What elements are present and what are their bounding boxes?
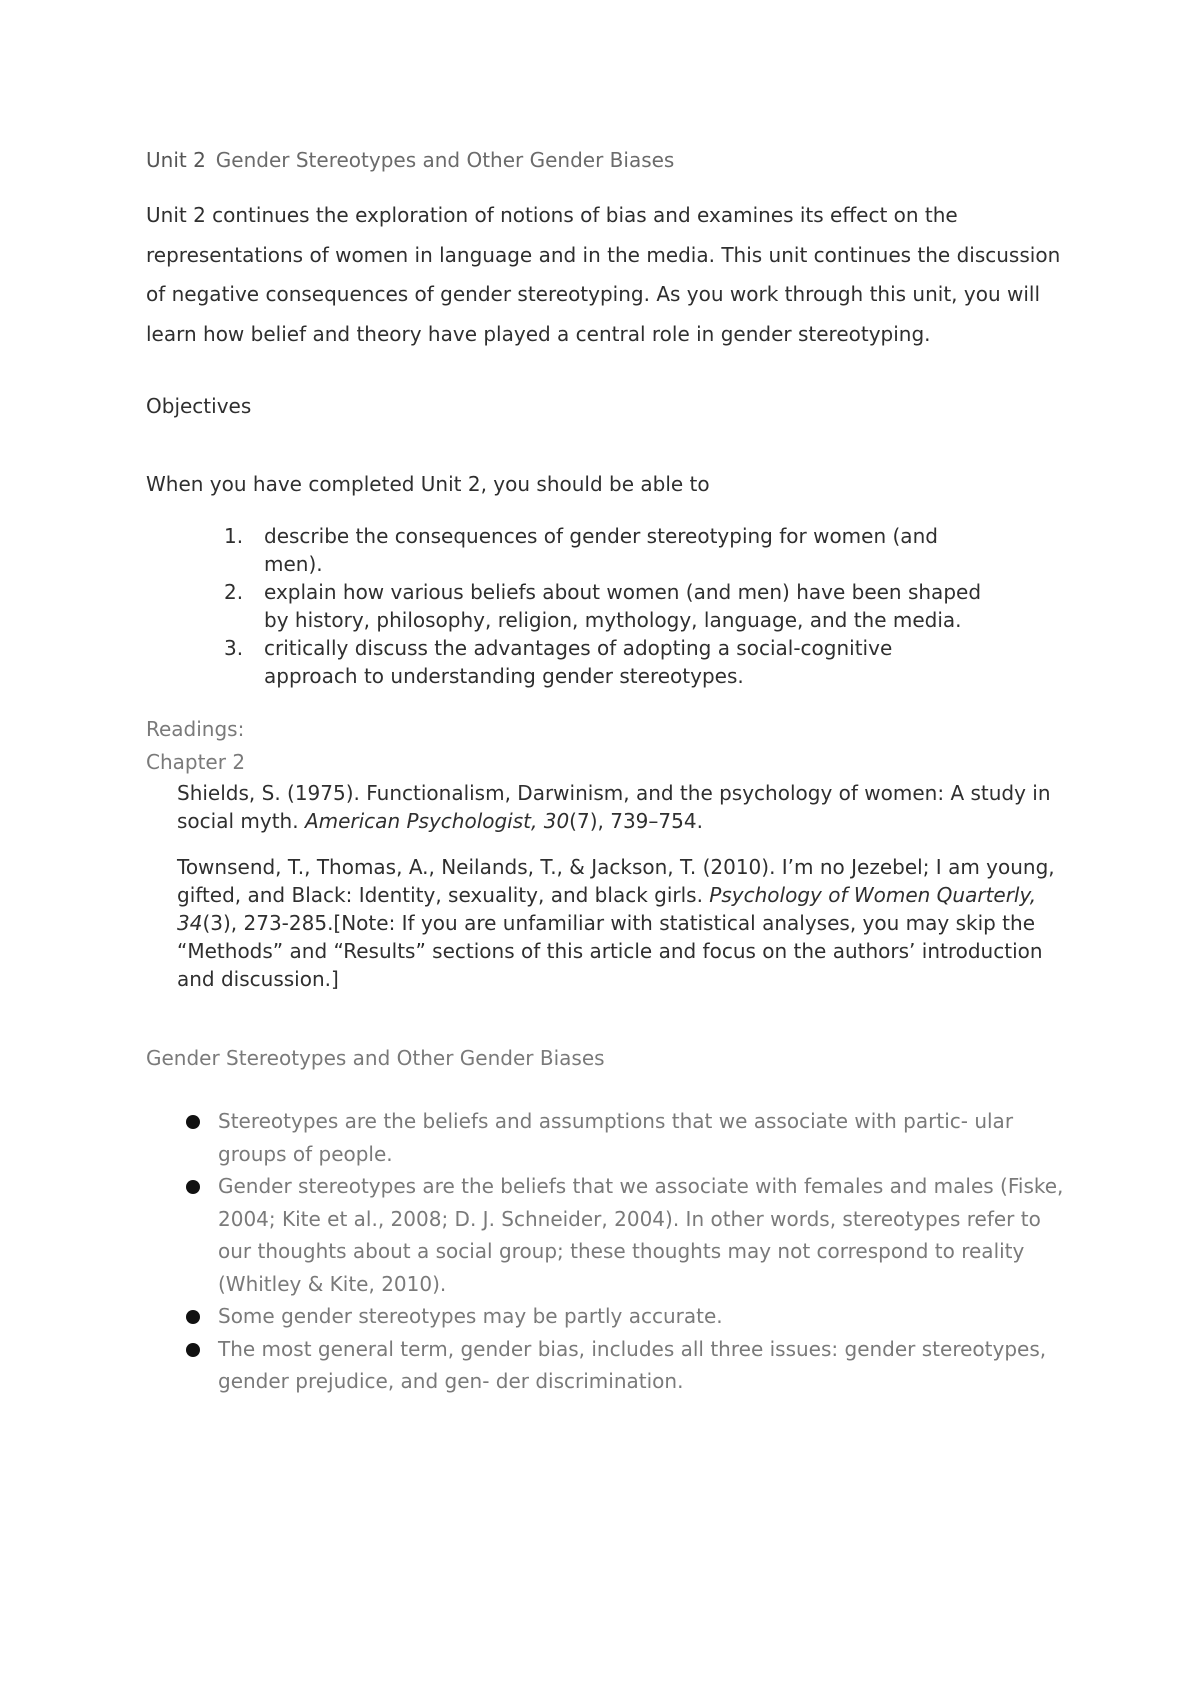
- reference-text: social myth.: [177, 809, 305, 833]
- reference-text: (3), 273-285.[Note: If you are unfamiliar with statistical analyses, you may skip the: [202, 911, 1036, 935]
- bullet-item: [186, 1105, 1066, 1170]
- reference-line: [177, 807, 1057, 835]
- objective-number: 1.: [224, 524, 244, 548]
- objective-line: critically discuss the advantages of adopting a social-cognitive: [264, 636, 893, 660]
- journal-volume: 34: [177, 911, 203, 935]
- unit-title: [146, 146, 674, 174]
- unit-heading: Gender Stereotypes and Other Gender Biases: [215, 148, 675, 172]
- bullet-list: [186, 1105, 1066, 1398]
- objective-item: [218, 634, 998, 690]
- reference-shields: [177, 779, 1057, 835]
- reference-text: (7), 739–754.: [569, 809, 703, 833]
- chapter-label: Chapter 2: [146, 750, 246, 774]
- reference-line: [177, 909, 1057, 937]
- bullet-icon: [186, 1115, 200, 1129]
- bullet-line: (Whitley & Kite, 2010).: [218, 1271, 447, 1296]
- bullet-item: [186, 1333, 1066, 1398]
- intro-line: Unit 2 continues the exploration of notions of bias and examines its effect on the: [146, 203, 958, 227]
- bullet-line: Gender stereotypes are the beliefs that we associate with females and males (Fiske,: [218, 1174, 1064, 1198]
- objectives-lead-in: When you have completed Unit 2, you should be able to: [146, 472, 710, 496]
- intro-line: learn how belief and theory have played a central role in gender stereotyping.: [146, 321, 931, 346]
- bullet-icon: [186, 1310, 200, 1324]
- reference-line: Shields, S. (1975). Functionalism, Darwinism, and the psychology of women: A study in: [177, 781, 1051, 805]
- objective-line: men).: [264, 552, 323, 576]
- objective-item: [218, 522, 998, 578]
- objective-number: 2.: [224, 580, 244, 604]
- reference-townsend: [177, 853, 1057, 993]
- journal-title: Psychology of Women Quarterly,: [709, 883, 1037, 907]
- intro-paragraph: [146, 196, 1066, 354]
- objectives-list: [218, 522, 998, 690]
- reference-text: gifted, and Black: Identity, sexuality, and black girls.: [177, 883, 710, 907]
- section-heading: Gender Stereotypes and Other Gender Biases: [146, 1046, 605, 1070]
- objective-line: by history, philosophy, religion, mythology, language, and the media.: [264, 608, 962, 632]
- bullet-item: [186, 1300, 1066, 1333]
- bullet-icon: [186, 1343, 200, 1357]
- bullet-icon: [186, 1180, 200, 1194]
- objective-line: describe the consequences of gender stereotyping for women (and: [264, 524, 938, 548]
- journal-title: American Psychologist, 30: [304, 809, 570, 833]
- bullet-line: gender prejudice, and gen- der discrimination.: [218, 1369, 684, 1393]
- intro-line: of negative consequences of gender stereotyping. As you work through this unit, you will: [146, 282, 1041, 306]
- objective-number: 3.: [224, 636, 244, 660]
- bullet-line: our thoughts about a social group; these thoughts may not correspond to reality: [218, 1239, 1025, 1263]
- reference-line: [177, 881, 1057, 909]
- intro-line: representations of women in language and in the media. This unit continues the discussion: [146, 242, 1061, 267]
- reference-line: “Methods” and “Results” sections of this article and focus on the authors’ introduction: [177, 939, 1043, 963]
- objective-line: explain how various beliefs about women (and men) have been shaped: [264, 580, 982, 604]
- bullet-line: 2004; Kite et al., 2008; D. J. Schneider, 2004). In other words, stereotypes refer to: [218, 1206, 1041, 1231]
- bullet-line: groups of people.: [218, 1141, 393, 1166]
- bullet-line: Stereotypes are the beliefs and assumptions that we associate with partic- ular: [218, 1109, 1014, 1133]
- unit-label: Unit 2: [146, 148, 206, 172]
- reference-line: and discussion.]: [177, 967, 339, 991]
- readings-label: Readings:: [146, 717, 245, 741]
- bullet-item: [186, 1170, 1066, 1300]
- objective-line: approach to understanding gender stereotypes.: [264, 664, 744, 688]
- objectives-heading: Objectives: [146, 394, 252, 418]
- objective-item: [218, 578, 998, 634]
- bullet-line: The most general term, gender bias, includes all three issues: gender stereotypes,: [218, 1336, 1047, 1361]
- reference-line: Townsend, T., Thomas, A., Neilands, T., & Jackson, T. (2010). I’m no Jezebel; I am young,: [177, 855, 1055, 879]
- bullet-line: Some gender stereotypes may be partly accurate.: [218, 1304, 723, 1328]
